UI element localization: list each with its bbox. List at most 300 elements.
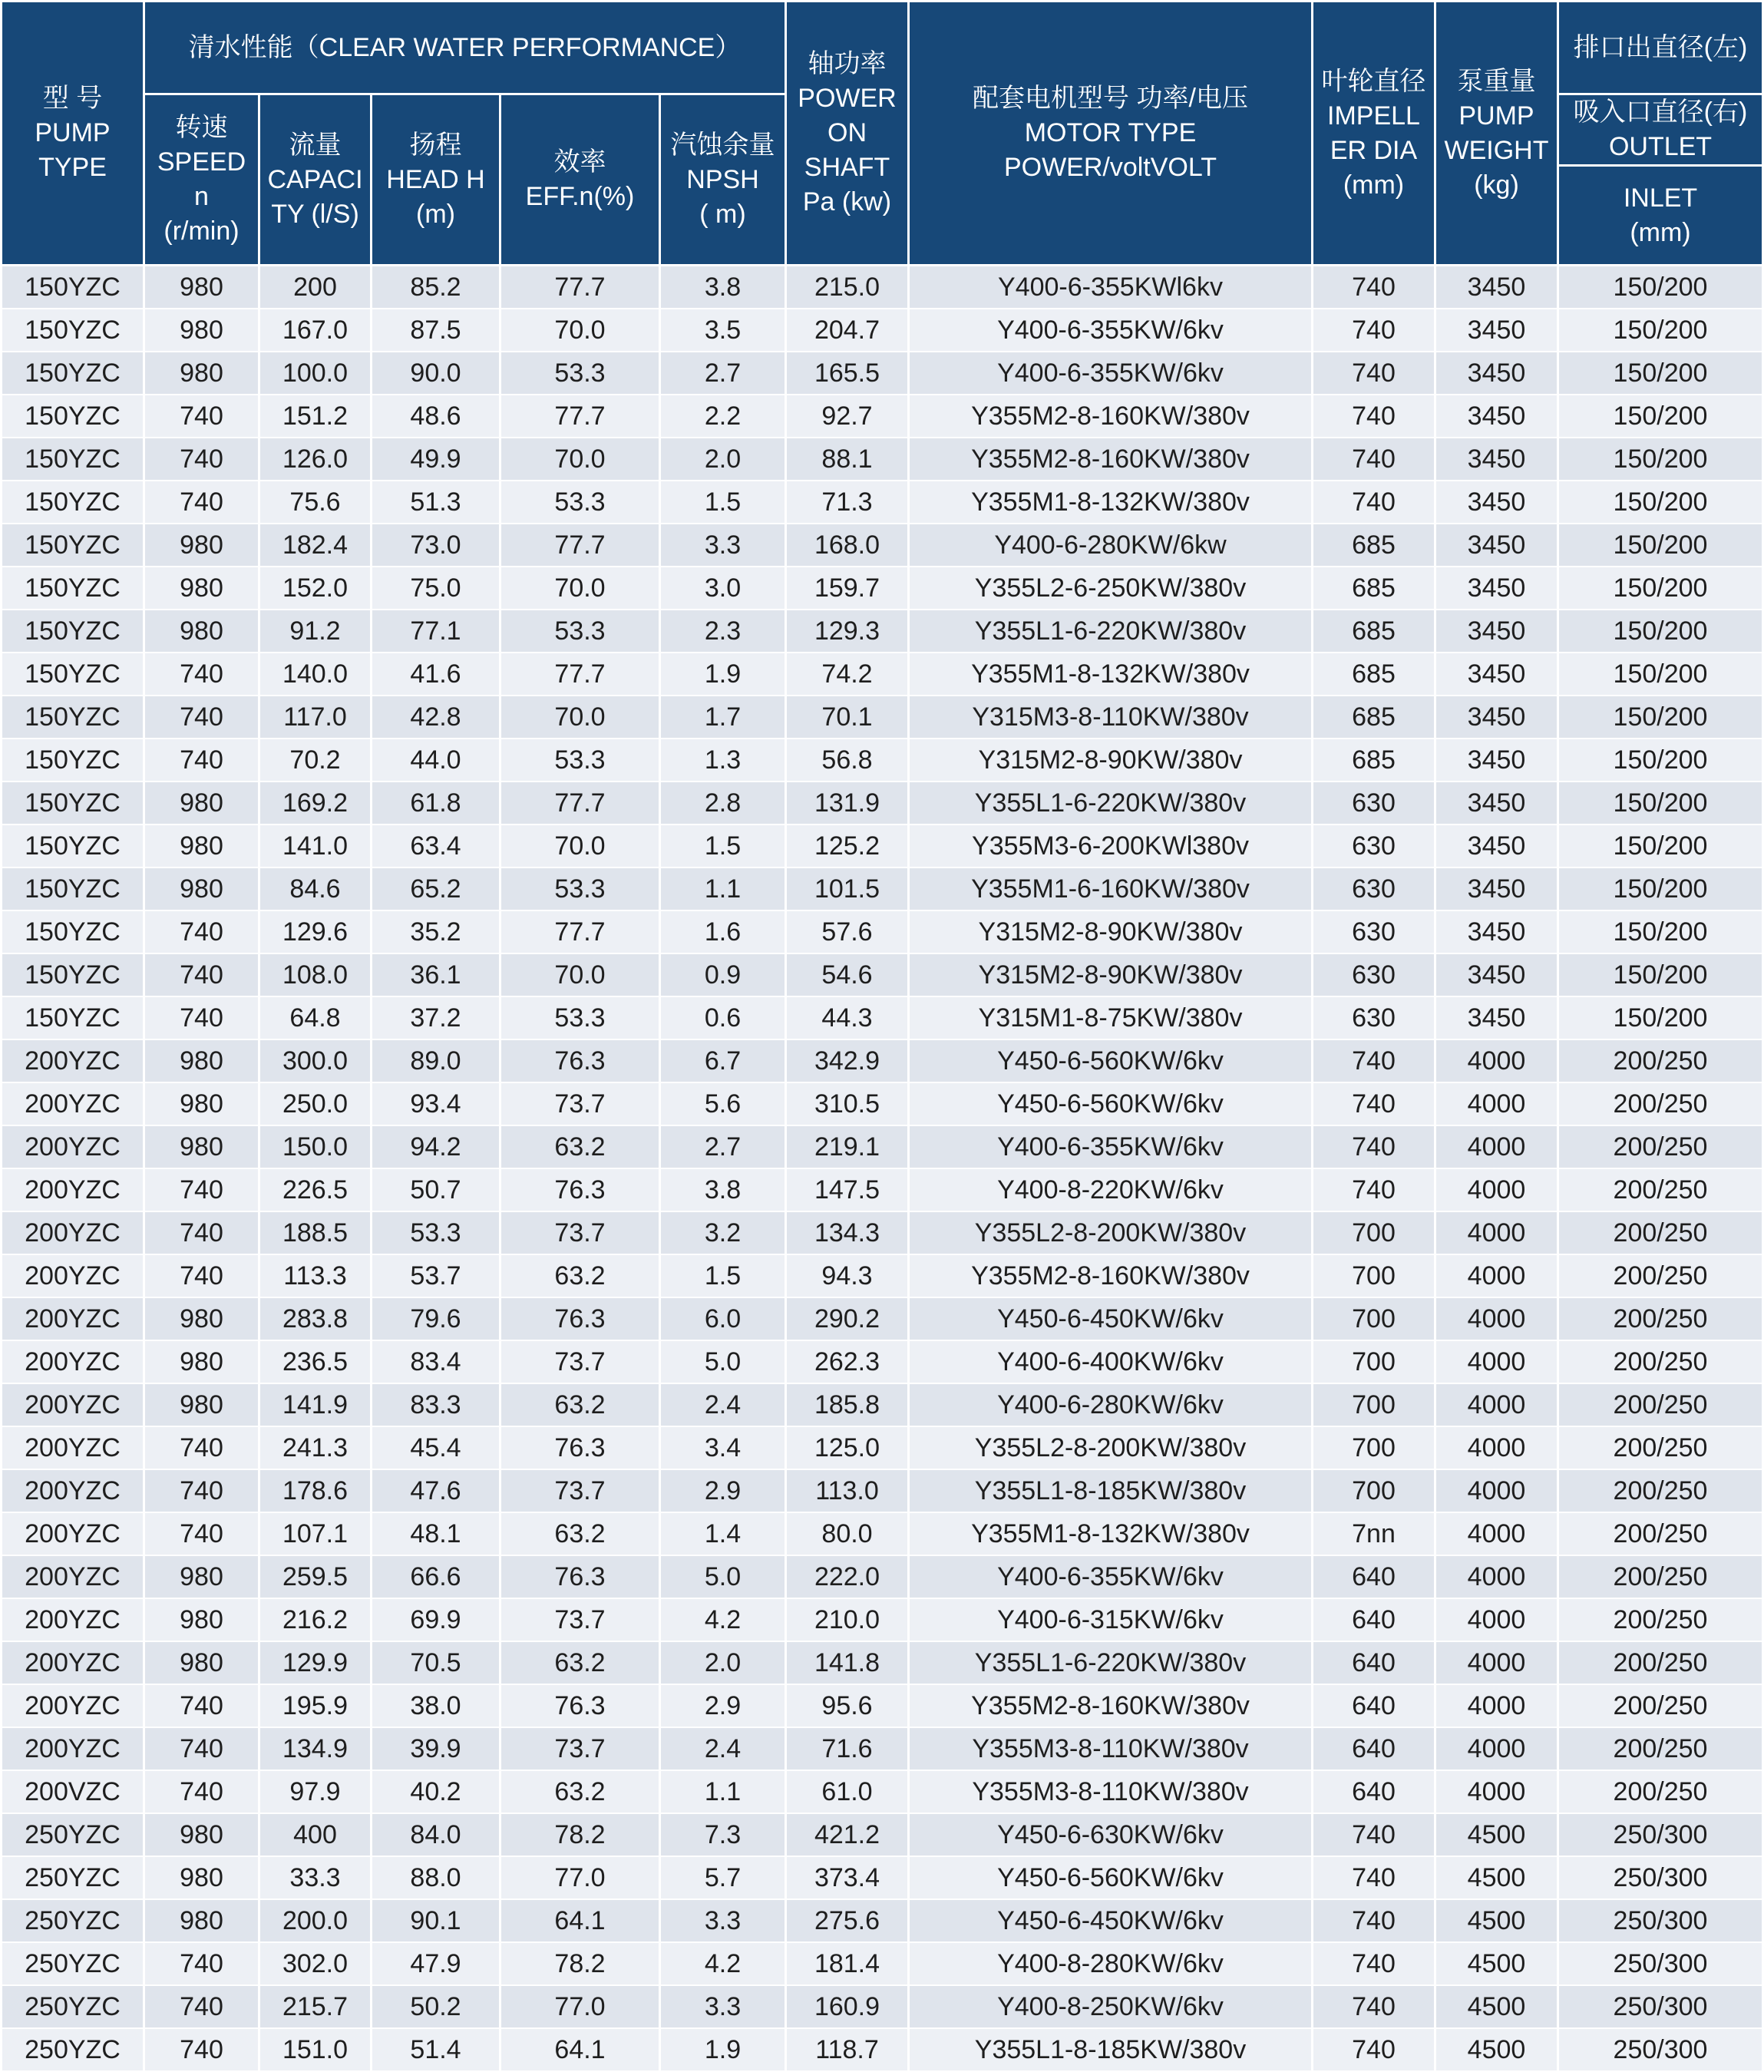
cell-pump-weight: 3450 bbox=[1435, 782, 1558, 825]
cell-speed: 980 bbox=[144, 524, 259, 567]
cell-impeller-diameter: 700 bbox=[1313, 1297, 1435, 1340]
cell-head: 88.0 bbox=[372, 1856, 500, 1899]
cell-pump-weight: 4000 bbox=[1435, 1469, 1558, 1512]
cell-shaft-power: 54.6 bbox=[786, 953, 909, 996]
cell-impeller-diameter: 640 bbox=[1313, 1770, 1435, 1813]
header-inlet: INLET (mm) bbox=[1558, 166, 1763, 266]
cell-efficiency: 76.3 bbox=[500, 1555, 660, 1598]
cell-speed: 740 bbox=[144, 1168, 259, 1211]
cell-head: 51.4 bbox=[372, 2028, 500, 2071]
header-efficiency: 效率 EFF.n(%) bbox=[500, 94, 660, 266]
cell-npsh: 6.7 bbox=[660, 1039, 786, 1082]
cell-efficiency: 77.0 bbox=[500, 1985, 660, 2028]
cell-head: 69.9 bbox=[372, 1598, 500, 1641]
cell-outlet-inlet: 150/200 bbox=[1558, 395, 1763, 438]
cell-pump-weight: 4000 bbox=[1435, 1082, 1558, 1125]
cell-pump-type: 150YZC bbox=[2, 610, 144, 653]
cell-speed: 980 bbox=[144, 1856, 259, 1899]
cell-impeller-diameter: 685 bbox=[1313, 696, 1435, 739]
cell-impeller-diameter: 740 bbox=[1313, 266, 1435, 309]
cell-impeller-diameter: 685 bbox=[1313, 653, 1435, 696]
cell-speed: 740 bbox=[144, 996, 259, 1039]
cell-npsh: 1.5 bbox=[660, 1254, 786, 1297]
cell-speed: 980 bbox=[144, 610, 259, 653]
cell-capacity: 152.0 bbox=[259, 567, 372, 610]
cell-pump-weight: 4500 bbox=[1435, 1856, 1558, 1899]
cell-impeller-diameter: 740 bbox=[1313, 2028, 1435, 2071]
cell-head: 47.6 bbox=[372, 1469, 500, 1512]
cell-pump-type: 200YZC bbox=[2, 1211, 144, 1254]
cell-motor-type: Y355M2-8-160KW/380v bbox=[909, 1684, 1313, 1727]
cell-pump-weight: 3450 bbox=[1435, 266, 1558, 309]
cell-head: 53.7 bbox=[372, 1254, 500, 1297]
cell-outlet-inlet: 250/300 bbox=[1558, 1856, 1763, 1899]
cell-impeller-diameter: 740 bbox=[1313, 1039, 1435, 1082]
cell-pump-type: 200YZC bbox=[2, 1383, 144, 1426]
cell-efficiency: 73.7 bbox=[500, 1340, 660, 1383]
cell-pump-type: 200YZC bbox=[2, 1598, 144, 1641]
cell-motor-type: Y450-6-560KW/6kv bbox=[909, 1082, 1313, 1125]
cell-shaft-power: 290.2 bbox=[786, 1297, 909, 1340]
cell-pump-weight: 3450 bbox=[1435, 610, 1558, 653]
cell-efficiency: 63.2 bbox=[500, 1512, 660, 1555]
cell-pump-weight: 3450 bbox=[1435, 395, 1558, 438]
cell-efficiency: 53.3 bbox=[500, 739, 660, 782]
cell-outlet-inlet: 150/200 bbox=[1558, 825, 1763, 867]
cell-motor-type: Y355M1-8-132KW/380v bbox=[909, 653, 1313, 696]
cell-outlet-inlet: 150/200 bbox=[1558, 739, 1763, 782]
cell-npsh: 2.4 bbox=[660, 1727, 786, 1770]
cell-head: 50.7 bbox=[372, 1168, 500, 1211]
cell-shaft-power: 125.0 bbox=[786, 1426, 909, 1469]
cell-shaft-power: 131.9 bbox=[786, 782, 909, 825]
cell-npsh: 1.1 bbox=[660, 1770, 786, 1813]
cell-head: 84.0 bbox=[372, 1813, 500, 1856]
cell-pump-weight: 4500 bbox=[1435, 1899, 1558, 1942]
cell-pump-type: 150YZC bbox=[2, 438, 144, 481]
cell-speed: 980 bbox=[144, 867, 259, 910]
table-row bbox=[2, 1469, 1763, 1512]
cell-head: 48.6 bbox=[372, 395, 500, 438]
cell-capacity: 108.0 bbox=[259, 953, 372, 996]
cell-head: 66.6 bbox=[372, 1555, 500, 1598]
cell-speed: 980 bbox=[144, 1598, 259, 1641]
cell-shaft-power: 219.1 bbox=[786, 1125, 909, 1168]
cell-speed: 980 bbox=[144, 266, 259, 309]
cell-efficiency: 64.1 bbox=[500, 1899, 660, 1942]
cell-motor-type: Y355M1-6-160KW/380v bbox=[909, 867, 1313, 910]
table-header bbox=[2, 2, 1763, 266]
cell-pump-type: 250YZC bbox=[2, 1942, 144, 1985]
cell-speed: 740 bbox=[144, 1211, 259, 1254]
cell-npsh: 3.8 bbox=[660, 266, 786, 309]
cell-speed: 980 bbox=[144, 1340, 259, 1383]
cell-pump-type: 150YZC bbox=[2, 867, 144, 910]
cell-pump-type: 200YZC bbox=[2, 1125, 144, 1168]
cell-capacity: 167.0 bbox=[259, 309, 372, 352]
cell-pump-type: 150YZC bbox=[2, 309, 144, 352]
cell-impeller-diameter: 630 bbox=[1313, 782, 1435, 825]
cell-outlet-inlet: 200/250 bbox=[1558, 1383, 1763, 1426]
cell-npsh: 2.8 bbox=[660, 782, 786, 825]
cell-head: 75.0 bbox=[372, 567, 500, 610]
cell-head: 36.1 bbox=[372, 953, 500, 996]
cell-motor-type: Y355L2-8-200KW/380v bbox=[909, 1211, 1313, 1254]
cell-shaft-power: 118.7 bbox=[786, 2028, 909, 2071]
cell-impeller-diameter: 700 bbox=[1313, 1469, 1435, 1512]
header-npsh: 汽蚀余量 NPSH ( m) bbox=[660, 94, 786, 266]
cell-shaft-power: 141.8 bbox=[786, 1641, 909, 1684]
cell-outlet-inlet: 200/250 bbox=[1558, 1770, 1763, 1813]
cell-npsh: 2.0 bbox=[660, 438, 786, 481]
cell-head: 90.0 bbox=[372, 352, 500, 395]
cell-pump-weight: 4000 bbox=[1435, 1211, 1558, 1254]
cell-pump-type: 150YZC bbox=[2, 481, 144, 524]
cell-pump-weight: 3450 bbox=[1435, 352, 1558, 395]
cell-pump-weight: 4000 bbox=[1435, 1555, 1558, 1598]
cell-speed: 740 bbox=[144, 953, 259, 996]
cell-pump-type: 150YZC bbox=[2, 996, 144, 1039]
cell-npsh: 7.3 bbox=[660, 1813, 786, 1856]
cell-impeller-diameter: 700 bbox=[1313, 1383, 1435, 1426]
cell-impeller-diameter: 740 bbox=[1313, 1813, 1435, 1856]
cell-pump-weight: 4000 bbox=[1435, 1297, 1558, 1340]
cell-capacity: 241.3 bbox=[259, 1426, 372, 1469]
cell-capacity: 200 bbox=[259, 266, 372, 309]
cell-impeller-diameter: 685 bbox=[1313, 567, 1435, 610]
cell-capacity: 215.7 bbox=[259, 1985, 372, 2028]
header-pump-type: 型 号 PUMP TYPE bbox=[2, 2, 144, 266]
cell-shaft-power: 70.1 bbox=[786, 696, 909, 739]
cell-shaft-power: 165.5 bbox=[786, 352, 909, 395]
cell-shaft-power: 262.3 bbox=[786, 1340, 909, 1383]
cell-motor-type: Y355L1-8-185KW/380v bbox=[909, 2028, 1313, 2071]
cell-head: 48.1 bbox=[372, 1512, 500, 1555]
cell-pump-weight: 3450 bbox=[1435, 567, 1558, 610]
cell-npsh: 2.4 bbox=[660, 1383, 786, 1426]
cell-npsh: 1.9 bbox=[660, 2028, 786, 2071]
cell-motor-type: Y355M3-8-110KW/380v bbox=[909, 1727, 1313, 1770]
cell-head: 51.3 bbox=[372, 481, 500, 524]
cell-speed: 980 bbox=[144, 782, 259, 825]
cell-npsh: 1.9 bbox=[660, 653, 786, 696]
cell-impeller-diameter: 700 bbox=[1313, 1254, 1435, 1297]
cell-efficiency: 53.3 bbox=[500, 481, 660, 524]
cell-motor-type: Y315M2-8-90KW/380v bbox=[909, 910, 1313, 953]
cell-npsh: 1.5 bbox=[660, 481, 786, 524]
cell-npsh: 4.2 bbox=[660, 1598, 786, 1641]
cell-motor-type: Y450-6-560KW/6kv bbox=[909, 1039, 1313, 1082]
table-row bbox=[2, 524, 1763, 567]
cell-pump-type: 200YZC bbox=[2, 1469, 144, 1512]
cell-npsh: 1.1 bbox=[660, 867, 786, 910]
cell-outlet-inlet: 150/200 bbox=[1558, 782, 1763, 825]
cell-pump-weight: 4500 bbox=[1435, 1942, 1558, 1985]
cell-npsh: 6.0 bbox=[660, 1297, 786, 1340]
cell-outlet-inlet: 250/300 bbox=[1558, 1985, 1763, 2028]
cell-motor-type: Y355L1-6-220KW/380v bbox=[909, 782, 1313, 825]
cell-efficiency: 77.0 bbox=[500, 1856, 660, 1899]
cell-outlet-inlet: 200/250 bbox=[1558, 1426, 1763, 1469]
header-outlet-diameter: 排口出直径(左) bbox=[1558, 2, 1763, 94]
cell-head: 90.1 bbox=[372, 1899, 500, 1942]
cell-efficiency: 53.3 bbox=[500, 610, 660, 653]
cell-efficiency: 63.2 bbox=[500, 1770, 660, 1813]
table-row bbox=[2, 1254, 1763, 1297]
cell-capacity: 91.2 bbox=[259, 610, 372, 653]
cell-pump-type: 200YZC bbox=[2, 1641, 144, 1684]
cell-impeller-diameter: 640 bbox=[1313, 1684, 1435, 1727]
table-row bbox=[2, 266, 1763, 309]
cell-shaft-power: 129.3 bbox=[786, 610, 909, 653]
cell-speed: 980 bbox=[144, 1641, 259, 1684]
cell-speed: 980 bbox=[144, 1125, 259, 1168]
cell-pump-weight: 3450 bbox=[1435, 953, 1558, 996]
cell-capacity: 300.0 bbox=[259, 1039, 372, 1082]
cell-impeller-diameter: 740 bbox=[1313, 1985, 1435, 2028]
cell-motor-type: Y315M1-8-75KW/380v bbox=[909, 996, 1313, 1039]
cell-pump-weight: 3450 bbox=[1435, 996, 1558, 1039]
table-row bbox=[2, 953, 1763, 996]
cell-motor-type: Y355M3-8-110KW/380v bbox=[909, 1770, 1313, 1813]
cell-shaft-power: 204.7 bbox=[786, 309, 909, 352]
cell-pump-type: 150YZC bbox=[2, 567, 144, 610]
cell-capacity: 33.3 bbox=[259, 1856, 372, 1899]
cell-head: 73.0 bbox=[372, 524, 500, 567]
cell-pump-type: 150YZC bbox=[2, 910, 144, 953]
cell-efficiency: 70.0 bbox=[500, 309, 660, 352]
cell-pump-weight: 3450 bbox=[1435, 867, 1558, 910]
table-body bbox=[2, 266, 1763, 2072]
cell-motor-type: Y355M1-8-132KW/380v bbox=[909, 1512, 1313, 1555]
cell-head: 53.3 bbox=[372, 1211, 500, 1254]
table-row bbox=[2, 867, 1763, 910]
table-row bbox=[2, 395, 1763, 438]
cell-outlet-inlet: 150/200 bbox=[1558, 867, 1763, 910]
cell-outlet-inlet: 200/250 bbox=[1558, 1039, 1763, 1082]
cell-capacity: 70.2 bbox=[259, 739, 372, 782]
cell-speed: 980 bbox=[144, 567, 259, 610]
cell-efficiency: 53.3 bbox=[500, 867, 660, 910]
table-row bbox=[2, 1856, 1763, 1899]
cell-pump-type: 200YZC bbox=[2, 1297, 144, 1340]
cell-head: 38.0 bbox=[372, 1684, 500, 1727]
cell-head: 79.6 bbox=[372, 1297, 500, 1340]
cell-outlet-inlet: 200/250 bbox=[1558, 1641, 1763, 1684]
cell-pump-type: 150YZC bbox=[2, 739, 144, 782]
cell-shaft-power: 61.0 bbox=[786, 1770, 909, 1813]
cell-npsh: 1.4 bbox=[660, 1512, 786, 1555]
cell-pump-type: 150YZC bbox=[2, 782, 144, 825]
table-row bbox=[2, 2028, 1763, 2071]
cell-motor-type: Y400-6-355KW/6kv bbox=[909, 352, 1313, 395]
cell-shaft-power: 342.9 bbox=[786, 1039, 909, 1082]
cell-efficiency: 63.2 bbox=[500, 1383, 660, 1426]
cell-pump-type: 200YZC bbox=[2, 1512, 144, 1555]
cell-efficiency: 63.2 bbox=[500, 1641, 660, 1684]
cell-pump-weight: 3450 bbox=[1435, 910, 1558, 953]
cell-motor-type: Y355L1-6-220KW/380v bbox=[909, 1641, 1313, 1684]
cell-npsh: 3.0 bbox=[660, 567, 786, 610]
cell-capacity: 178.6 bbox=[259, 1469, 372, 1512]
cell-impeller-diameter: 700 bbox=[1313, 1426, 1435, 1469]
cell-pump-weight: 4000 bbox=[1435, 1684, 1558, 1727]
cell-impeller-diameter: 740 bbox=[1313, 1942, 1435, 1985]
cell-motor-type: Y450-6-630KW/6kv bbox=[909, 1813, 1313, 1856]
cell-pump-type: 200YZC bbox=[2, 1254, 144, 1297]
cell-impeller-diameter: 740 bbox=[1313, 352, 1435, 395]
cell-impeller-diameter: 700 bbox=[1313, 1211, 1435, 1254]
cell-capacity: 107.1 bbox=[259, 1512, 372, 1555]
cell-motor-type: Y400-6-280KW/6kv bbox=[909, 1383, 1313, 1426]
cell-shaft-power: 421.2 bbox=[786, 1813, 909, 1856]
cell-capacity: 259.5 bbox=[259, 1555, 372, 1598]
header-capacity: 流量 CAPACI TY (l/S) bbox=[259, 94, 372, 266]
cell-impeller-diameter: 740 bbox=[1313, 1082, 1435, 1125]
table-row bbox=[2, 739, 1763, 782]
cell-npsh: 2.2 bbox=[660, 395, 786, 438]
cell-outlet-inlet: 150/200 bbox=[1558, 610, 1763, 653]
cell-npsh: 1.3 bbox=[660, 739, 786, 782]
cell-speed: 740 bbox=[144, 1426, 259, 1469]
cell-pump-type: 150YZC bbox=[2, 266, 144, 309]
cell-motor-type: Y400-6-355KW/6kv bbox=[909, 309, 1313, 352]
table-row bbox=[2, 1168, 1763, 1211]
table-row bbox=[2, 352, 1763, 395]
cell-npsh: 4.2 bbox=[660, 1942, 786, 1985]
cell-motor-type: Y355M2-8-160KW/380v bbox=[909, 1254, 1313, 1297]
cell-npsh: 5.0 bbox=[660, 1555, 786, 1598]
cell-shaft-power: 159.7 bbox=[786, 567, 909, 610]
cell-head: 50.2 bbox=[372, 1985, 500, 2028]
cell-head: 83.3 bbox=[372, 1383, 500, 1426]
cell-pump-weight: 3450 bbox=[1435, 481, 1558, 524]
cell-efficiency: 76.3 bbox=[500, 1297, 660, 1340]
cell-capacity: 226.5 bbox=[259, 1168, 372, 1211]
cell-shaft-power: 80.0 bbox=[786, 1512, 909, 1555]
cell-outlet-inlet: 200/250 bbox=[1558, 1555, 1763, 1598]
table-row bbox=[2, 1598, 1763, 1641]
table-row bbox=[2, 1770, 1763, 1813]
cell-pump-weight: 4000 bbox=[1435, 1254, 1558, 1297]
cell-npsh: 3.2 bbox=[660, 1211, 786, 1254]
cell-capacity: 126.0 bbox=[259, 438, 372, 481]
cell-capacity: 64.8 bbox=[259, 996, 372, 1039]
cell-pump-type: 200YZC bbox=[2, 1039, 144, 1082]
cell-shaft-power: 147.5 bbox=[786, 1168, 909, 1211]
cell-shaft-power: 168.0 bbox=[786, 524, 909, 567]
cell-outlet-inlet: 200/250 bbox=[1558, 1469, 1763, 1512]
cell-efficiency: 76.3 bbox=[500, 1684, 660, 1727]
cell-pump-type: 150YZC bbox=[2, 953, 144, 996]
cell-head: 44.0 bbox=[372, 739, 500, 782]
table-row bbox=[2, 1082, 1763, 1125]
cell-efficiency: 70.0 bbox=[500, 953, 660, 996]
cell-head: 94.2 bbox=[372, 1125, 500, 1168]
cell-speed: 740 bbox=[144, 1684, 259, 1727]
cell-npsh: 3.3 bbox=[660, 1985, 786, 2028]
cell-head: 41.6 bbox=[372, 653, 500, 696]
cell-shaft-power: 222.0 bbox=[786, 1555, 909, 1598]
cell-head: 47.9 bbox=[372, 1942, 500, 1985]
cell-outlet-inlet: 150/200 bbox=[1558, 438, 1763, 481]
cell-motor-type: Y315M2-8-90KW/380v bbox=[909, 953, 1313, 996]
cell-capacity: 150.0 bbox=[259, 1125, 372, 1168]
cell-npsh: 1.6 bbox=[660, 910, 786, 953]
cell-impeller-diameter: 685 bbox=[1313, 739, 1435, 782]
cell-efficiency: 70.0 bbox=[500, 567, 660, 610]
cell-npsh: 1.7 bbox=[660, 696, 786, 739]
cell-npsh: 2.0 bbox=[660, 1641, 786, 1684]
cell-motor-type: Y400-6-280KW/6kw bbox=[909, 524, 1313, 567]
cell-impeller-diameter: 630 bbox=[1313, 825, 1435, 867]
cell-capacity: 141.9 bbox=[259, 1383, 372, 1426]
cell-capacity: 283.8 bbox=[259, 1297, 372, 1340]
cell-motor-type: Y355L2-6-250KW/380v bbox=[909, 567, 1313, 610]
cell-shaft-power: 74.2 bbox=[786, 653, 909, 696]
cell-outlet-inlet: 150/200 bbox=[1558, 696, 1763, 739]
cell-pump-type: 250YZC bbox=[2, 1985, 144, 2028]
cell-capacity: 400 bbox=[259, 1813, 372, 1856]
cell-efficiency: 77.7 bbox=[500, 782, 660, 825]
table-row bbox=[2, 438, 1763, 481]
cell-motor-type: Y355L1-8-185KW/380v bbox=[909, 1469, 1313, 1512]
cell-shaft-power: 94.3 bbox=[786, 1254, 909, 1297]
cell-efficiency: 63.2 bbox=[500, 1254, 660, 1297]
header-pump-weight: 泵重量 PUMP WEIGHT (kg) bbox=[1435, 2, 1558, 266]
header-head: 扬程 HEAD H (m) bbox=[372, 94, 500, 266]
cell-motor-type: Y355M2-8-160KW/380v bbox=[909, 438, 1313, 481]
cell-capacity: 302.0 bbox=[259, 1942, 372, 1985]
cell-pump-type: 150YZC bbox=[2, 825, 144, 867]
cell-pump-weight: 4000 bbox=[1435, 1383, 1558, 1426]
cell-motor-type: Y400-6-355KW/6kv bbox=[909, 1125, 1313, 1168]
cell-npsh: 5.7 bbox=[660, 1856, 786, 1899]
cell-capacity: 113.3 bbox=[259, 1254, 372, 1297]
cell-capacity: 141.0 bbox=[259, 825, 372, 867]
cell-pump-type: 200YZC bbox=[2, 1727, 144, 1770]
cell-capacity: 97.9 bbox=[259, 1770, 372, 1813]
cell-efficiency: 78.2 bbox=[500, 1942, 660, 1985]
cell-outlet-inlet: 250/300 bbox=[1558, 1942, 1763, 1985]
cell-capacity: 151.0 bbox=[259, 2028, 372, 2071]
cell-capacity: 169.2 bbox=[259, 782, 372, 825]
cell-speed: 980 bbox=[144, 1039, 259, 1082]
header-clear-water-performance: 清水性能（CLEAR WATER PERFORMANCE） bbox=[144, 2, 786, 94]
cell-impeller-diameter: 640 bbox=[1313, 1555, 1435, 1598]
table-row bbox=[2, 1340, 1763, 1383]
cell-impeller-diameter: 740 bbox=[1313, 481, 1435, 524]
cell-pump-weight: 4000 bbox=[1435, 1512, 1558, 1555]
cell-head: 70.5 bbox=[372, 1641, 500, 1684]
cell-impeller-diameter: 630 bbox=[1313, 867, 1435, 910]
cell-efficiency: 77.7 bbox=[500, 524, 660, 567]
cell-efficiency: 73.7 bbox=[500, 1082, 660, 1125]
cell-outlet-inlet: 200/250 bbox=[1558, 1211, 1763, 1254]
cell-impeller-diameter: 740 bbox=[1313, 1168, 1435, 1211]
cell-pump-type: 250YZC bbox=[2, 1856, 144, 1899]
cell-head: 61.8 bbox=[372, 782, 500, 825]
cell-speed: 740 bbox=[144, 2028, 259, 2071]
cell-head: 35.2 bbox=[372, 910, 500, 953]
cell-capacity: 75.6 bbox=[259, 481, 372, 524]
cell-capacity: 182.4 bbox=[259, 524, 372, 567]
table-row bbox=[2, 653, 1763, 696]
table-row bbox=[2, 996, 1763, 1039]
cell-efficiency: 73.7 bbox=[500, 1727, 660, 1770]
cell-shaft-power: 92.7 bbox=[786, 395, 909, 438]
cell-impeller-diameter: 740 bbox=[1313, 1856, 1435, 1899]
